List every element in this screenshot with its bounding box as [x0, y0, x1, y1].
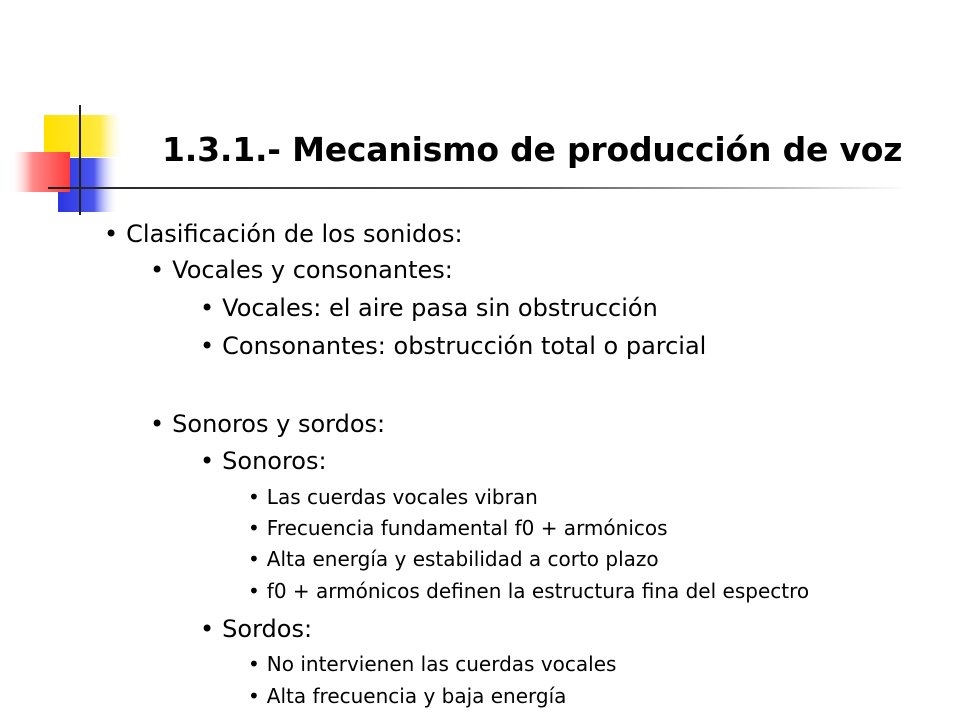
- yellow-block: [44, 115, 124, 157]
- bullet-sonoros-sordos: • Sonoros y sordos:: [150, 410, 385, 438]
- title-underline: [48, 187, 908, 189]
- bullet-sonoros: • Sonoros:: [200, 447, 327, 475]
- bullet-clasificacion: • Clasificación de los sonidos:: [104, 220, 463, 248]
- bullet-vocales: • Vocales: el aire pasa sin obstrucción: [200, 294, 658, 322]
- bullet-consonantes: • Consonantes: obstrucción total o parcial: [200, 332, 706, 360]
- bullet-sordos: • Sordos:: [200, 615, 312, 643]
- red-block: [12, 152, 70, 192]
- bullet-no-intervienen: • No intervienen las cuerdas vocales: [248, 652, 616, 676]
- bullet-alta-energia: • Alta energía y estabilidad a corto plazo: [248, 547, 659, 571]
- bullet-vocales-consonantes: • Vocales y consonantes:: [150, 256, 453, 284]
- bullet-frecuencia-fundamental: • Frecuencia fundamental f0 + armónicos: [248, 516, 668, 540]
- decorative-color-blocks: [0, 0, 140, 230]
- bullet-alta-frecuencia: • Alta frecuencia y baja energía: [248, 684, 566, 708]
- slide-title: 1.3.1.- Mecanismo de producción de voz: [162, 130, 903, 169]
- bullet-estructura-fina: • f0 + armónicos definen la estructura fina del espectro: [248, 579, 809, 603]
- bullet-cuerdas-vibran: • Las cuerdas vocales vibran: [248, 485, 538, 509]
